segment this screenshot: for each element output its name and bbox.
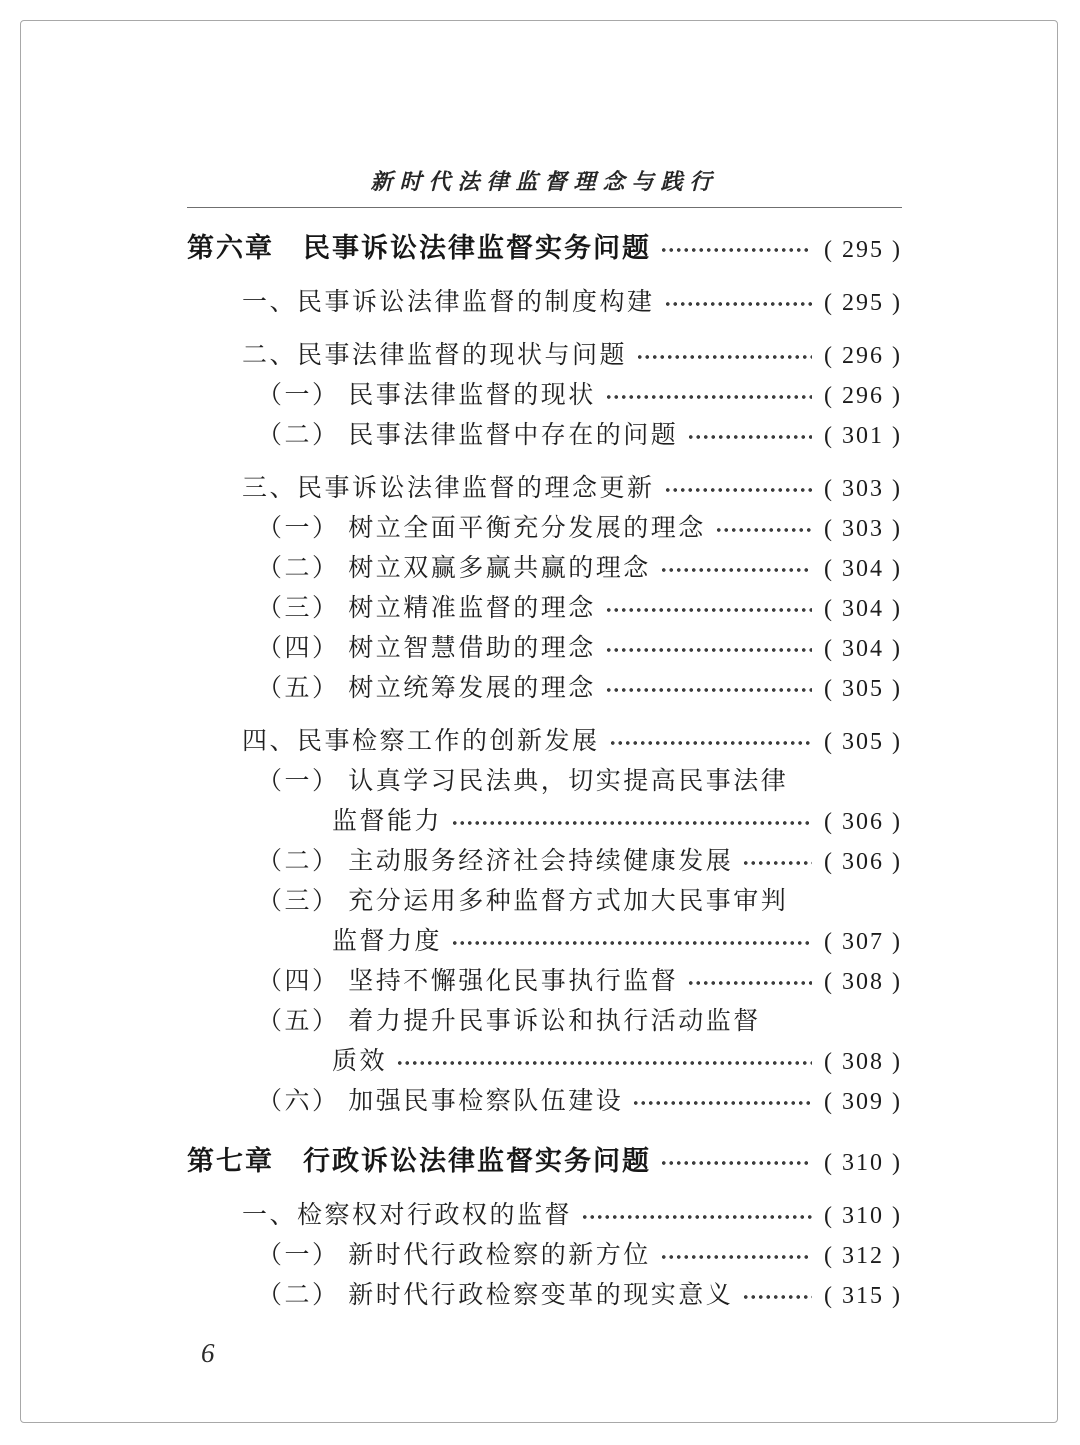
toc-entry-5 [187,469,902,509]
dot-leader [660,247,812,253]
toc-entry-12-line1 [187,762,902,802]
dot-leader [664,487,813,493]
page-content [21,169,1057,1369]
dot-leader [605,687,812,693]
toc-entry-18 [187,1141,902,1183]
toc-entry-title: （一） 树立全面平衡充分发展的理念 [257,515,706,542]
dot-leader [605,394,812,400]
toc-page-number: ( 305 ) [824,729,902,755]
toc-entry-title: （二） 民事法律监督中存在的问题 [257,422,679,449]
toc-entry-16-line2 [187,1042,902,1082]
toc-page-number: ( 296 ) [824,343,902,369]
toc-page-number: ( 308 ) [824,969,902,995]
book-page [20,20,1058,1423]
dot-leader [636,354,812,360]
toc-page-number: ( 303 ) [824,516,902,542]
toc-entry-21 [187,1276,902,1316]
toc-page-number: ( 295 ) [824,290,902,316]
toc-entry-8 [187,589,902,629]
dot-leader [451,820,812,826]
toc-entry-title: （四） 树立智慧借助的理念 [257,635,596,662]
toc-entry-title: 三、民事诉讼法律监督的理念更新 [242,475,655,502]
toc-page-number: ( 301 ) [824,423,902,449]
toc-page-number: ( 309 ) [824,1089,902,1115]
dot-leader [660,567,812,573]
dot-leader [660,1254,812,1260]
toc-page-number: ( 310 ) [824,1203,902,1229]
header-divider [187,207,902,208]
toc-page-number: ( 303 ) [824,476,902,502]
toc-entry-7 [187,549,902,589]
dot-leader [451,940,812,946]
page-number-folio: 6 [201,1338,215,1368]
toc-entry-title: （二） 主动服务经济社会持续健康发展 [257,848,734,875]
dot-leader [664,301,813,307]
toc-page-number: ( 310 ) [824,1150,902,1176]
toc-entry-title: （三） 充分运用多种监督方式加大民事审判 [257,888,789,915]
dot-leader [609,740,813,746]
toc-entry-title: （一） 新时代行政检察的新方位 [257,1242,651,1269]
toc-page-number: ( 304 ) [824,596,902,622]
toc-page-number: ( 304 ) [824,556,902,582]
toc-entry-20 [187,1236,902,1276]
toc-page-number: ( 312 ) [824,1243,902,1269]
toc-entry-13 [187,842,902,882]
toc-entry-title: 四、民事检察工作的创新发展 [242,728,600,755]
running-header-title: 新时代法律监督理念与践行 [370,169,719,194]
toc-entry-title: （二） 树立双赢多赢共赢的理念 [257,555,651,582]
toc-entry-9 [187,629,902,669]
toc-entry-14-line1 [187,882,902,922]
toc-entry-14-line2 [187,922,902,962]
toc-entry-title: （二） 新时代行政检察变革的现实意义 [257,1282,734,1309]
toc-entry-6 [187,509,902,549]
toc-page-number: ( 305 ) [824,676,902,702]
toc-page-number: ( 304 ) [824,636,902,662]
toc-entry-2 [187,336,902,376]
dot-leader [687,434,812,440]
toc-entry-title-continuation: 监督力度 [332,928,443,955]
dot-leader [396,1060,812,1066]
toc-entry-title-continuation: 质效 [332,1048,388,1075]
toc-page-number: ( 295 ) [824,237,902,263]
toc-entry-1 [187,283,902,323]
toc-entry-3 [187,376,902,416]
toc-page-number: ( 306 ) [824,849,902,875]
toc-entry-19 [187,1196,902,1236]
dot-leader [742,1294,812,1300]
dot-leader [605,647,812,653]
toc-entry-0 [187,228,902,270]
toc-page-number: ( 308 ) [824,1049,902,1075]
toc-entry-title: 一、检察权对行政权的监督 [242,1202,573,1229]
toc-entry-title: （一） 认真学习民法典，切实提高民事法律 [257,768,789,795]
toc-page-number: ( 307 ) [824,929,902,955]
toc-entry-title: 二、民事法律监督的现状与问题 [242,342,628,369]
toc-entry-11 [187,722,902,762]
toc-list [187,228,902,1316]
toc-entry-title: （六） 加强民事检察队伍建设 [257,1088,624,1115]
toc-entry-17 [187,1082,902,1122]
toc-entry-4 [187,416,902,456]
toc-entry-title: （四） 坚持不懈强化民事执行监督 [257,968,679,995]
toc-entry-12-line2 [187,802,902,842]
toc-entry-title: 第六章 民事诉讼法律监督实务问题 [187,233,651,263]
toc-entry-15 [187,962,902,1002]
dot-leader [687,980,812,986]
dot-leader [605,607,812,613]
toc-entry-16-line1 [187,1002,902,1042]
dot-leader [742,860,812,866]
toc-entry-title: （五） 着力提升民事诉讼和执行活动监督 [257,1008,761,1035]
dot-leader [715,527,812,533]
dot-leader [581,1214,812,1220]
toc-page-number: ( 315 ) [824,1283,902,1309]
toc-entry-title: （一） 民事法律监督的现状 [257,382,596,409]
toc-entry-title: （三） 树立精准监督的理念 [257,595,596,622]
toc-page-number: ( 296 ) [824,383,902,409]
toc-entry-title-continuation: 监督能力 [332,808,443,835]
toc-entry-title: 第七章 行政诉讼法律监督实务问题 [187,1146,651,1176]
toc-entry-10 [187,669,902,709]
dot-leader [632,1100,812,1106]
toc-page-number: ( 306 ) [824,809,902,835]
dot-leader [660,1160,812,1166]
toc-entry-title: 一、民事诉讼法律监督的制度构建 [242,289,655,316]
toc-entry-title: （五） 树立统筹发展的理念 [257,675,596,702]
